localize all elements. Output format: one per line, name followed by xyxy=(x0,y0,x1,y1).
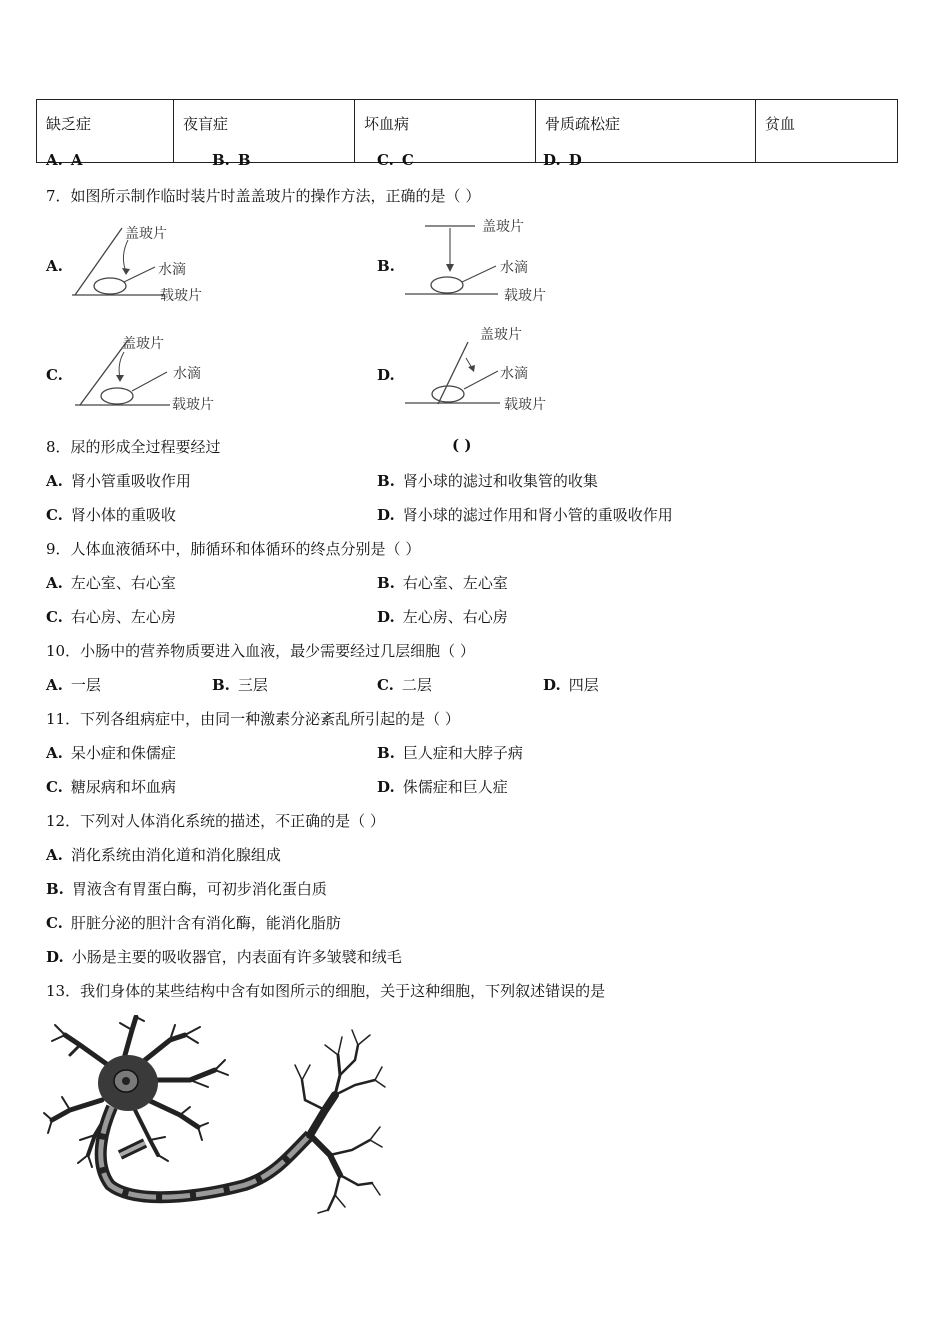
q13-stem: 13．我们身体的某些结构中含有如图所示的细胞，关于这种细胞，下列叙述错误的是 xyxy=(46,982,606,1000)
deficiency-table xyxy=(36,99,898,163)
option-label: C. xyxy=(377,151,394,169)
option-text: 肾小球的滤过和收集管的收集 xyxy=(402,472,598,490)
label-slide: 载玻片 xyxy=(504,288,546,304)
q8-option-a[interactable] xyxy=(46,470,191,491)
option-text: 巨人症和大脖子病 xyxy=(402,744,523,762)
label-water-drop: 水滴 xyxy=(500,366,528,382)
q9-option-a[interactable] xyxy=(46,572,176,593)
label-slide: 载玻片 xyxy=(504,397,546,413)
label-cover-glass: 盖玻片 xyxy=(480,327,522,343)
label-cover-glass: 盖玻片 xyxy=(482,219,524,235)
q7-option-c[interactable]: C. xyxy=(46,366,63,384)
q7-figure-c xyxy=(70,328,230,420)
option-label: D. xyxy=(46,948,64,966)
q12-option-c[interactable] xyxy=(46,912,341,933)
option-label: A. xyxy=(46,151,63,169)
q6-option-d[interactable] xyxy=(543,151,582,169)
q10-stem: 10．小肠中的营养物质要进入血液，最少需要经过几层细胞（ ） xyxy=(46,642,475,660)
table-cell: 贫血 xyxy=(756,100,898,163)
option-label: A. xyxy=(46,846,63,864)
option-text: 左心房、右心房 xyxy=(402,608,508,626)
option-text: A xyxy=(70,151,83,169)
option-text: C xyxy=(401,151,414,169)
q7-option-b[interactable]: B. xyxy=(377,257,395,275)
q7-figure-d xyxy=(400,322,560,418)
q11-option-c[interactable] xyxy=(46,776,176,797)
label-cover-glass: 盖玻片 xyxy=(125,226,167,242)
q9-option-c[interactable] xyxy=(46,606,176,627)
option-text: 三层 xyxy=(237,676,268,694)
option-text: B xyxy=(237,151,251,169)
q7-option-a[interactable]: A. xyxy=(46,257,63,275)
option-label: C. xyxy=(46,506,63,524)
option-label: D. xyxy=(377,608,395,626)
option-text: 呆小症和侏儒症 xyxy=(70,744,176,762)
q8-option-c[interactable] xyxy=(46,504,176,525)
option-text: 肾小管重吸收作用 xyxy=(70,472,191,490)
option-label: B. xyxy=(377,744,395,762)
neuron-figure xyxy=(40,1015,390,1220)
option-label: B. xyxy=(212,676,230,694)
q6-option-c[interactable] xyxy=(377,151,414,169)
q10-option-c[interactable] xyxy=(377,674,432,695)
q10-option-a[interactable] xyxy=(46,674,101,695)
option-text: 糖尿病和坏血病 xyxy=(70,778,176,796)
table-cell: 骨质疏松症 xyxy=(536,100,756,163)
option-label: C. xyxy=(46,608,63,626)
option-text: 消化系统由消化道和消化腺组成 xyxy=(70,846,281,864)
q8-option-d[interactable] xyxy=(377,504,673,525)
option-label: D. xyxy=(543,151,561,169)
q12-option-b[interactable] xyxy=(46,878,327,899)
table-cell: 夜盲症 xyxy=(174,100,355,163)
option-text: D xyxy=(568,151,582,169)
table-cell: 缺乏症 xyxy=(37,100,174,163)
option-label: D. xyxy=(377,506,395,524)
option-text: 一层 xyxy=(70,676,101,694)
label-water-drop: 水滴 xyxy=(158,262,186,278)
option-label: D. xyxy=(543,676,561,694)
option-label: C. xyxy=(377,676,394,694)
q9-stem: 9．人体血液循环中，肺循环和体循环的终点分别是（ ） xyxy=(46,540,421,558)
q12-option-a[interactable] xyxy=(46,844,281,865)
q10-option-d[interactable] xyxy=(543,674,599,695)
label-slide: 载玻片 xyxy=(160,288,202,304)
q11-option-d[interactable] xyxy=(377,776,508,797)
q8-stem: 8．尿的形成全过程要经过 xyxy=(46,438,221,456)
label-slide: 载玻片 xyxy=(172,397,214,413)
option-text: 四层 xyxy=(568,676,599,694)
option-label: B. xyxy=(46,880,64,898)
option-text: 小肠是主要的吸收器官，内表面有许多皱襞和绒毛 xyxy=(71,948,402,966)
option-label: C. xyxy=(46,914,63,932)
table-row xyxy=(37,100,898,163)
option-text: 右心室、左心室 xyxy=(402,574,508,592)
q8-option-b[interactable] xyxy=(377,470,598,491)
option-label: D. xyxy=(377,778,395,796)
option-text: 肾小体的重吸收 xyxy=(70,506,176,524)
q9-option-b[interactable] xyxy=(377,572,508,593)
option-text: 肾小球的滤过作用和肾小管的重吸收作用 xyxy=(402,506,673,524)
q7-stem: 7．如图所示制作临时装片时盖盖玻片的操作方法，正确的是（ ） xyxy=(46,187,481,205)
q7-option-d[interactable]: D. xyxy=(377,366,395,384)
q11-stem: 11．下列各组病症中，由同一种激素分泌紊乱所引起的是（ ） xyxy=(46,710,460,728)
option-label: A. xyxy=(46,574,63,592)
option-label: A. xyxy=(46,744,63,762)
label-water-drop: 水滴 xyxy=(500,260,528,276)
q6-option-a[interactable] xyxy=(46,151,83,169)
q8-paren: ( ) xyxy=(452,436,472,454)
option-text: 胃液含有胃蛋白酶，可初步消化蛋白质 xyxy=(71,880,327,898)
label-cover-glass: 盖玻片 xyxy=(122,336,164,352)
option-label: B. xyxy=(377,574,395,592)
option-text: 肝脏分泌的胆汁含有消化酶，能消化脂肪 xyxy=(70,914,341,932)
option-text: 侏儒症和巨人症 xyxy=(402,778,508,796)
option-label: B. xyxy=(212,151,230,169)
q7-figure-b xyxy=(400,214,560,310)
option-label: C. xyxy=(46,778,63,796)
option-text: 二层 xyxy=(401,676,432,694)
q10-option-b[interactable] xyxy=(212,674,268,695)
option-label: A. xyxy=(46,472,63,490)
q12-stem: 12．下列对人体消化系统的描述，不正确的是（ ） xyxy=(46,812,385,830)
q11-option-b[interactable] xyxy=(377,742,523,763)
q12-option-d[interactable] xyxy=(46,946,402,967)
option-label: A. xyxy=(46,676,63,694)
option-text: 左心室、右心室 xyxy=(70,574,176,592)
label-water-drop: 水滴 xyxy=(173,366,201,382)
option-text: 右心房、左心房 xyxy=(70,608,176,626)
q11-option-a[interactable] xyxy=(46,742,176,763)
q7-figure-a xyxy=(70,218,220,310)
table-cell: 坏血病 xyxy=(355,100,536,163)
q9-option-d[interactable] xyxy=(377,606,508,627)
q6-option-b[interactable] xyxy=(212,151,251,169)
option-label: B. xyxy=(377,472,395,490)
